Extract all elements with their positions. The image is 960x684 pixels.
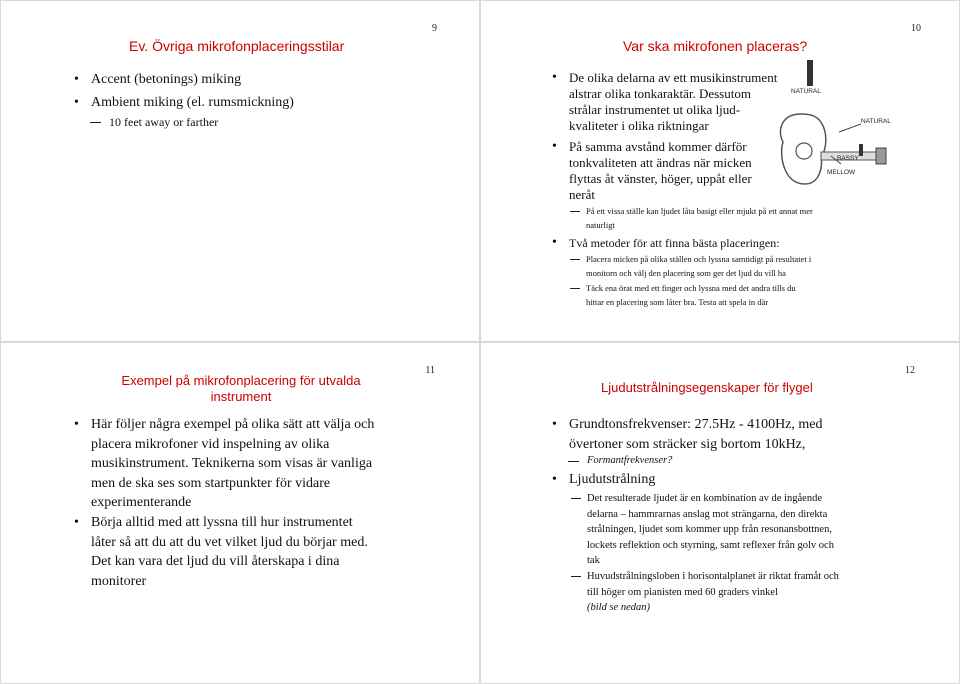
text-line: men de ska ses som startpunkter för vidare xyxy=(91,475,331,491)
text-line: alstrar olika tonkaraktär. Dessutom xyxy=(569,86,751,101)
sub-10-feet: 10 feet away or farther xyxy=(109,115,219,129)
bullet-instrument-parts xyxy=(569,70,777,134)
sub-main-lobe xyxy=(587,569,839,616)
text-line: till höger om pianisten med 60 graders vinkel xyxy=(587,586,778,598)
text-line: lockets reflektion och styrning, samt reflexer från golv och xyxy=(587,539,834,551)
text-line: musikinstrument. Teknikerna som visas är vanliga xyxy=(91,456,373,471)
guitar-body-icon xyxy=(780,114,825,184)
text-line: Huvudstrålningsloben i horisontalplanet är riktat framåt och xyxy=(587,571,839,582)
microphone-top-icon xyxy=(807,60,813,86)
bullet-listen-first xyxy=(91,513,368,591)
text-line: hittar en placering som låter bra. Testa att spela in där xyxy=(586,297,769,307)
text-line: • Börja alltid med att lyssna till hur instrumentet xyxy=(91,515,353,530)
label-natural-right: NATURAL xyxy=(861,118,891,125)
microphone-side-icon xyxy=(859,144,863,156)
text-line: • Grundtonsfrekvenser: 27.5Hz - 4100Hz, med xyxy=(569,417,823,432)
text-line: monitorer xyxy=(91,573,147,589)
slide-12 xyxy=(480,342,960,684)
text-line: Det kan vara det ljud du vill återskapa i dina xyxy=(91,554,340,569)
text-line: • På samma avstånd kommer därför xyxy=(569,139,747,154)
sub-bassy-natural xyxy=(586,204,813,232)
sub-combination xyxy=(587,491,834,569)
slide-title xyxy=(61,373,421,404)
bullet-accent: • Accent (betonings) miking xyxy=(91,72,241,88)
bullet-sound-radiation: • Ljudutstrålning xyxy=(569,472,655,488)
text-line: På ett vissa ställe kan ljudet låta basigt eller mjukt på ett annat mer xyxy=(586,206,813,216)
text-line: neråt xyxy=(569,187,595,202)
text-line: tak xyxy=(587,555,600,566)
text-line: monitorn och välj den placering som ger det ljud du vill ha xyxy=(586,268,786,278)
bullet-examples-intro xyxy=(91,415,374,513)
text-line: flyttas åt vänster, höger, uppåt eller xyxy=(569,171,752,186)
text-line: övertoner som sträcker sig bortom 10kHz, xyxy=(569,436,806,452)
page-number: 11 xyxy=(425,365,435,376)
text-line: Täck ena örat med ett finger och lyssna med det andra tills du xyxy=(586,283,796,293)
text-line: kvaliteter i olika riktningar xyxy=(569,118,709,133)
guitar-microphone-diagram xyxy=(771,56,901,191)
bullet-fundamental-frequencies xyxy=(569,415,823,454)
text-line: (bild se nedan) xyxy=(587,602,650,613)
slide-title: Var ska mikrofonen placeras? xyxy=(623,38,808,54)
text-line: • De olika delarna av ett musikinstrument xyxy=(569,70,778,85)
bullet-same-distance xyxy=(569,139,752,203)
page-number: 9 xyxy=(432,23,437,34)
sub-formant: Formantfrekvenser? xyxy=(587,453,672,469)
title-line: Exempel på mikrofonplacering för utvalda xyxy=(121,373,361,388)
bullet-ambient: • Ambient miking (el. rumsmickning) xyxy=(91,95,294,111)
slide-title: Ev. Övriga mikrofonplaceringsstilar xyxy=(129,38,345,54)
page-number: 10 xyxy=(911,23,921,34)
text-line: tonkvaliteten att ändras när micken xyxy=(569,155,752,170)
page-number: 12 xyxy=(905,365,915,376)
label-natural-top: NATURAL xyxy=(791,88,821,95)
slide-11 xyxy=(0,342,480,684)
text-line: • Här följer några exempel på olika sätt att välja och xyxy=(91,417,375,432)
label-mellow: MELLOW xyxy=(827,169,856,176)
text-line: placera mikrofoner vid inspelning av olika xyxy=(91,436,330,452)
text-line: strålar instrumentet ut olika ljud- xyxy=(569,102,741,117)
label-bassy: BASSY xyxy=(837,155,859,162)
slide-9 xyxy=(0,0,480,342)
slide-title: Ljudutstrålningsegenskaper för flygel xyxy=(601,380,813,395)
text-line: Det resulterade ljudet är en kombination av de ingående xyxy=(587,493,822,504)
text-line: naturligt xyxy=(586,220,615,230)
text-line: experimenterande xyxy=(91,495,192,510)
slide-10 xyxy=(480,0,960,342)
text-line: Placera micken på olika ställen och lyssna samtidigt på resultatet i xyxy=(586,254,812,264)
text-line: delarna – hammrarnas anslag mot strängarna, den direkta xyxy=(587,508,828,520)
text-line: låter så att du att du vet vilket ljud du börjar med. xyxy=(91,534,368,550)
sub-method-one xyxy=(586,252,811,280)
text-line: strålningen, ljudet som kommer upp från resonansbottnen, xyxy=(587,524,832,535)
bullet-two-methods: • Två metoder för att finna bästa placeringen: xyxy=(569,235,780,251)
sub-method-two xyxy=(586,281,796,309)
title-line: instrument xyxy=(210,388,272,404)
